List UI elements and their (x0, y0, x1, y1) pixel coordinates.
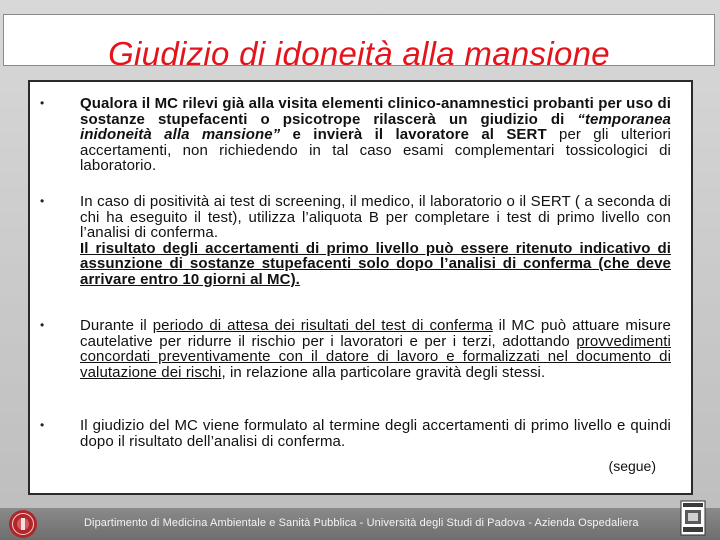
content-box (28, 80, 693, 495)
bullet-text-segment: Durante il (80, 317, 153, 334)
footer-text: Dipartimento di Medicina Ambientale e Sanità Pubblica - Università degli Studi di Padova - Azienda Ospedaliera (84, 517, 639, 529)
bullet-item (40, 194, 671, 288)
bullet-dot: • (40, 96, 45, 110)
bullet-text-segment: e invierà il lavoratore al SERT (280, 126, 547, 144)
bullet-text-segment: per gli ulteriori accertamenti, non richiedendo in tal caso esami complementari tossicologici di laboratorio. (80, 126, 671, 175)
segue-label: (segue) (608, 458, 656, 474)
bullet-text-segment: Qualora il MC rilevi già alla visita elementi clinico-anamnestici probanti per uso di sostanze stupefacenti o psicotrope rilascerà un giudizio di (80, 95, 671, 128)
bullet-text-segment: “temporanea inidoneità alla mansione” (80, 110, 671, 144)
slide-title: Giudizio di idoneità alla mansione (108, 35, 610, 72)
bullet-text-segment: Il risultato degli accertamenti di primo livello può essere ritenuto indicativo di assunzione di sostanze stupefacenti solo dopo l’analisi di conferma (che deve arrivare entro 10 giorni al MC). (80, 239, 671, 288)
bullet-dot: • (40, 318, 45, 332)
footer-bar (0, 508, 720, 540)
bullet-text (80, 194, 671, 288)
bullet-text-segment: provvedimenti concordati preventivamente con il datore di lavoro e formalizzati nel documento di valutazione dei rischi (80, 332, 671, 381)
bullet-item (40, 318, 671, 380)
bullet-item (40, 96, 671, 174)
bullet-dot: • (40, 194, 45, 208)
bullet-text-segment: In caso di positività ai test di screening, il medico, il laboratorio o il SERT ( a seconda di chi ha eseguito il test), utilizza l’aliquota B per completare i test di primo livello con l’analisi di conferma. (80, 193, 671, 242)
bullet-dot: • (40, 418, 45, 432)
bullet-text-segment: il MC può attuare misure cautelative per ridurre il rischio per i lavoratori e per i terzi, adottando (80, 317, 671, 350)
hospital-logo-icon (680, 500, 706, 536)
title-box (3, 14, 715, 72)
bullet-text (80, 418, 671, 449)
bullet-item (40, 418, 671, 449)
bullet-text (80, 318, 671, 380)
bullet-text-segment: , in relazione alla particolare gravità degli stessi. (221, 363, 546, 381)
bullet-text-segment: periodo di attesa dei risultati del test di conferma (152, 317, 493, 334)
university-seal-icon (8, 509, 38, 539)
bullet-text (80, 96, 671, 174)
bullet-text-segment: Il giudizio del MC viene formulato al termine degli accertamenti di primo livello e quindi dopo il risultato dell’analisi di conferma. (80, 417, 671, 450)
